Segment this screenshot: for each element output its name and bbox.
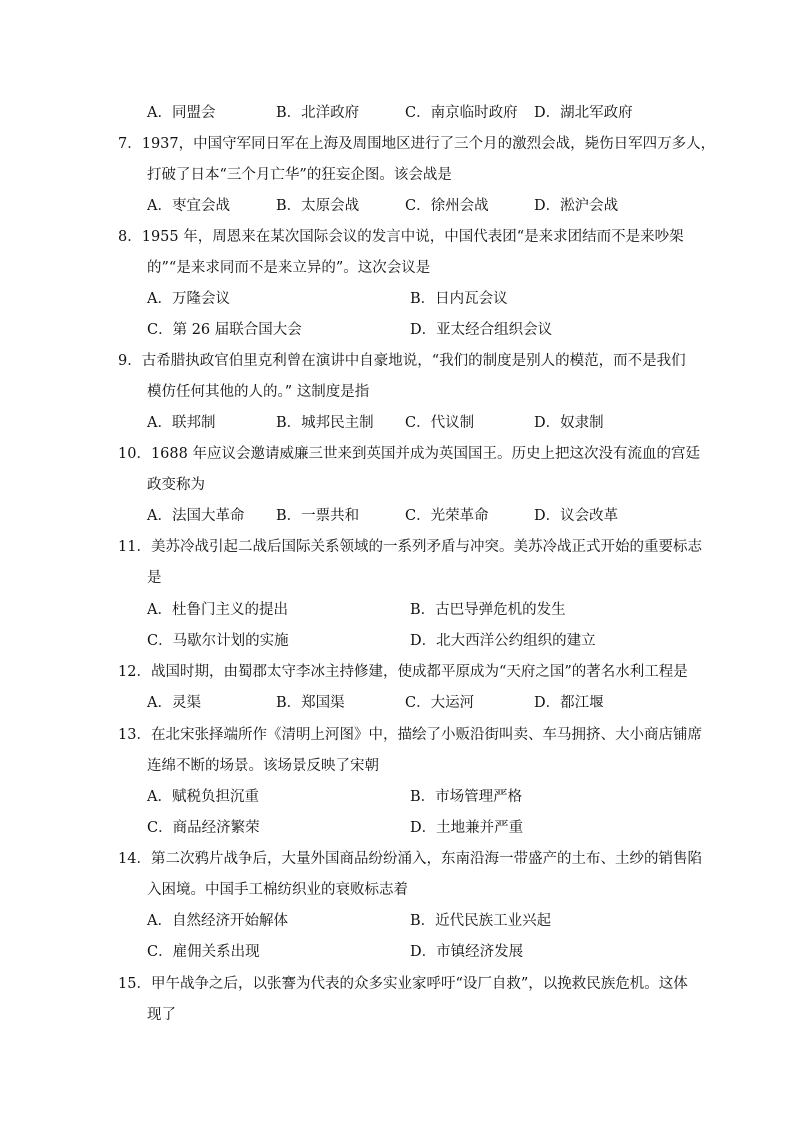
q13-option-c[interactable]: C．商品经济繁荣 xyxy=(147,820,260,836)
q6-option-c[interactable]: C．南京临时政府 xyxy=(405,105,518,121)
q10-option-c[interactable]: C．光荣革命 xyxy=(405,508,489,524)
q13-option-a[interactable]: A．赋税负担沉重 xyxy=(147,789,259,805)
q10-option-a[interactable]: A．法国大革命 xyxy=(147,508,245,524)
q14-option-c[interactable]: C．雇佣关系出现 xyxy=(147,944,260,960)
q8-option-c[interactable]: C．第 26 届联合国大会 xyxy=(147,322,302,338)
q7-option-d[interactable]: D．淞沪会战 xyxy=(534,198,619,214)
q8-option-d[interactable]: D．亚太经合组织会议 xyxy=(410,322,553,338)
q6-option-b[interactable]: B．北洋政府 xyxy=(276,105,360,121)
q11-option-b[interactable]: B．古巴导弹危机的发生 xyxy=(410,602,566,618)
q10-option-b[interactable]: B．一票共和 xyxy=(276,508,360,524)
q10-stem-line1: 10．1688 年应议会邀请威廉三世来到英国并成为英国国王。历史上把这次没有流血的宫廷 xyxy=(118,446,700,462)
q12-stem-line1: 12．战国时期，由蜀郡太守李冰主持修建，使成都平原成为“天府之国”的著名水利工程是 xyxy=(118,664,688,680)
q6-option-a[interactable]: A．同盟会 xyxy=(147,105,216,121)
q11-stem-line2: 是 xyxy=(147,570,162,586)
q10-option-d[interactable]: D．议会改革 xyxy=(534,508,619,524)
q7-option-a[interactable]: A．枣宜会战 xyxy=(147,198,230,214)
q13-option-b[interactable]: B．市场管理严格 xyxy=(410,789,523,805)
q7-option-c[interactable]: C．徐州会战 xyxy=(405,198,489,214)
q15-stem-line2: 现了 xyxy=(147,1007,176,1023)
q13-option-d[interactable]: D．土地兼并严重 xyxy=(410,820,524,836)
q12-option-d[interactable]: D．都江堰 xyxy=(534,695,604,711)
q14-stem-line2: 入困境。中国手工棉纺织业的衰败标志着 xyxy=(147,882,408,898)
q11-option-d[interactable]: D．北大西洋公约组织的建立 xyxy=(410,633,596,649)
q13-stem-line2: 连绵不断的场景。该场景反映了宋朝 xyxy=(147,758,379,774)
q12-option-c[interactable]: C．大运河 xyxy=(405,695,475,711)
q9-option-a[interactable]: A．联邦制 xyxy=(147,415,216,431)
q10-stem-line2: 政变称为 xyxy=(147,477,205,493)
q9-option-b[interactable]: B．城邦民主制 xyxy=(276,415,374,431)
q8-stem-line1: 8．1955 年，周恩来在某次国际会议的发言中说，中国代表团“是来求团结而不是来吵架 xyxy=(118,229,684,245)
q11-option-a[interactable]: A．杜鲁门主义的提出 xyxy=(147,602,288,618)
q12-option-b[interactable]: B．郑国渠 xyxy=(276,695,345,711)
q14-option-a[interactable]: A．自然经济开始解体 xyxy=(147,913,288,929)
q14-option-d[interactable]: D．市镇经济发展 xyxy=(410,944,524,960)
q9-option-c[interactable]: C．代议制 xyxy=(405,415,475,431)
q14-stem-line1: 14．第二次鸦片战争后，大量外国商品纷纷涌入，东南沿海一带盛产的土布、土纱的销售陷 xyxy=(118,851,702,867)
q9-option-d[interactable]: D．奴隶制 xyxy=(534,415,604,431)
q7-stem-line2: 打破了日本“三个月亡华”的狂妄企图。该会战是 xyxy=(147,167,452,183)
q9-stem-line1: 9．古希腊执政官伯里克利曾在演讲中自豪地说，“我们的制度是别人的模范，而不是我们 xyxy=(118,353,686,369)
q11-stem-line1: 11．美苏冷战引起二战后国际关系领域的一系列矛盾与冲突。美苏冷战正式开始的重要标志 xyxy=(118,539,702,555)
q8-option-b[interactable]: B．日内瓦会议 xyxy=(410,291,508,307)
q13-stem-line1: 13．在北宋张择端所作《清明上河图》中，描绘了小贩沿街叫卖、车马拥挤、大小商店铺席 xyxy=(118,727,702,743)
q11-option-c[interactable]: C．马歇尔计划的实施 xyxy=(147,633,289,649)
q9-stem-line2: 模仿任何其他的人的。” 这制度是指 xyxy=(147,384,370,400)
q7-option-b[interactable]: B．太原会战 xyxy=(276,198,360,214)
q7-stem-line1: 7．1937，中国守军同日军在上海及周围地区进行了三个月的激烈会战，毙伤日军四万多人， xyxy=(118,136,716,152)
q6-option-d[interactable]: D．湖北军政府 xyxy=(534,105,633,121)
q14-option-b[interactable]: B．近代民族工业兴起 xyxy=(410,913,552,929)
q15-stem-line1: 15．甲午战争之后，以张謇为代表的众多实业家呼吁“设厂自救”，以挽救民族危机。这体 xyxy=(118,976,688,992)
q12-option-a[interactable]: A．灵渠 xyxy=(147,695,201,711)
q8-stem-line2: 的”“是来求同而不是来立异的”。这次会议是 xyxy=(147,260,431,276)
q8-option-a[interactable]: A．万隆会议 xyxy=(147,291,230,307)
